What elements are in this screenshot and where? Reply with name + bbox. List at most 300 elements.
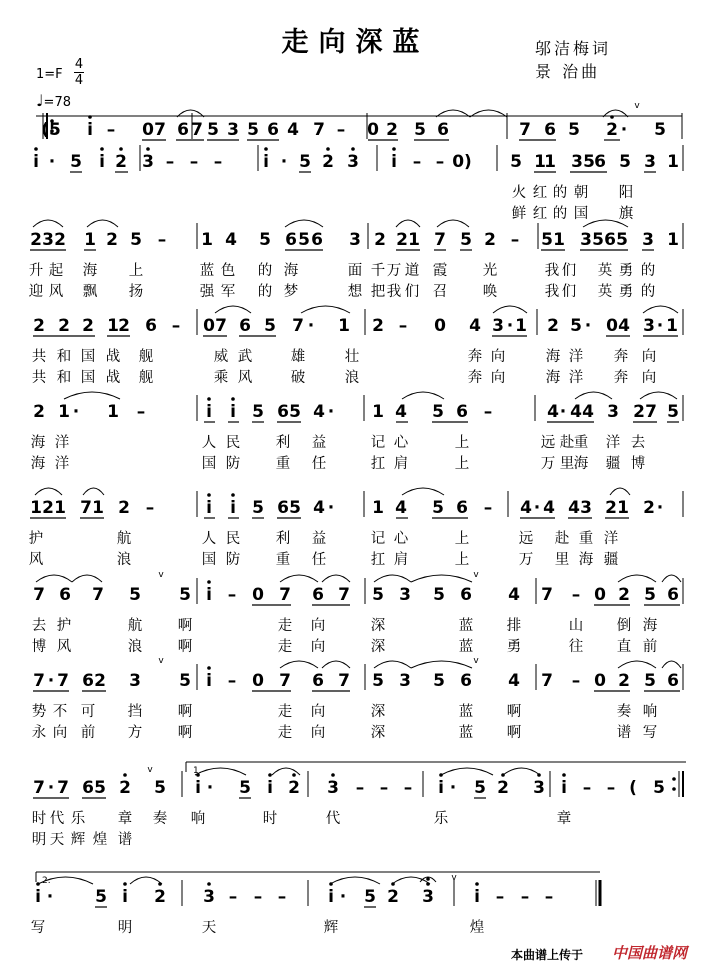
note: – [213,152,223,172]
note: · [620,120,628,140]
note: – [483,402,493,422]
note: – [171,316,181,336]
lyric-verse1: 海 [283,263,299,279]
lyric-verse2: 军 [220,284,236,300]
lyric-verse2: 博 [630,456,646,472]
lyric-verse2: 国 [201,552,217,568]
lyric-verse2: 写 [642,725,658,741]
lyric-verse1: 上 [454,435,470,451]
note: 3 [580,498,592,518]
slur [610,488,630,495]
note: 2 [33,402,45,422]
note: · [506,316,514,336]
lyric-verse1: 航 [116,531,132,547]
slur [87,220,118,227]
note: 5 [460,230,472,250]
note: 0 [594,585,606,605]
note: 5 [70,152,82,172]
note: 4 [508,671,520,691]
note: 0 [606,316,618,336]
note: 3 [422,887,434,907]
note: 5 [474,778,486,798]
lyric-verse1: 海 [82,263,98,279]
slur [130,877,162,884]
note: 4 [568,498,580,518]
note: 5 [619,152,631,172]
note: i [230,402,236,422]
note: 7 [292,316,304,336]
lyric-verse2: 强 [199,284,215,300]
note: 3 [142,152,154,172]
note: 4 [395,402,407,422]
slur [662,661,681,668]
note: 3 [571,152,583,172]
note: · [46,887,54,907]
note: – [227,671,237,691]
lyric-verse2: 向 [310,639,326,655]
lyric-verse1: 阳 [618,185,634,201]
note: 4 [469,316,481,336]
note: – [253,887,263,907]
octave-dot [207,666,211,670]
note: 5 [289,498,301,518]
lyric-verse2: 任 [311,456,327,472]
lyric-verse2: 风 [48,284,64,300]
note: 7 [215,316,227,336]
note: 5 [432,402,444,422]
note: 1 [667,152,679,172]
note: 7 [57,671,69,691]
lyric-verse2: 国 [80,370,96,386]
slur [322,661,350,668]
lyric-verse1: 倒 [616,618,632,634]
lyric-verse1: 可 [80,704,96,720]
lyric-verse2: 前 [80,725,96,741]
note: 2 [396,230,408,250]
lyric-verse2: 上 [454,552,470,568]
note: 2 [118,316,130,336]
note: 2 [42,498,54,518]
lyric-verse2: 的 [257,284,273,300]
note: · [280,152,288,172]
note: 6 [312,585,324,605]
lyric-verse2: 浪 [344,370,360,386]
lyric-verse2: 谱 [117,832,133,848]
note: 5 [179,585,191,605]
lyric-verse1: 乐 [433,811,449,827]
lyric-verse2: 防 [225,552,241,568]
note: 3 [533,778,545,798]
note: i [267,778,273,798]
note: 7 [313,120,325,140]
note: 6 [277,498,289,518]
lyric-verse1: 洋 [605,435,621,451]
octave-dot [123,773,127,777]
lyric-verse1: 向 [490,349,506,365]
lyric-verse2: 红 [532,206,548,222]
note: 3 [227,120,239,140]
lyric-verse2: 深 [370,639,386,655]
lyric-verse2: 永 [31,725,47,741]
lyric-verse1: 向 [310,618,326,634]
note: i [122,887,128,907]
note: ( [629,778,637,798]
note: 5 [264,316,276,336]
note: 3 [607,402,619,422]
note: i [206,671,212,691]
note: 2 [633,402,645,422]
note: 6 [456,498,468,518]
note: 6 [667,585,679,605]
lyric-verse1: 乐 [70,811,86,827]
note: 0 [252,671,264,691]
note: 2 [547,316,559,336]
breath-mark: v [473,570,479,580]
lyric-verse1: 远 [518,531,534,547]
slur [437,220,469,227]
note: 6 [239,316,251,336]
tempo-value: =78 [43,95,71,110]
note: 2 [322,152,334,172]
lyric-verse2: 奔 [467,370,483,386]
note: 1 [58,402,70,422]
note: 6 [604,230,616,250]
quarter-note-icon: ♩ [36,91,44,110]
lyric-verse1: 光 [482,263,498,279]
note: 7 [434,230,446,250]
octave-dot [119,147,123,151]
note: 5 [541,230,553,250]
octave-dot [88,115,92,119]
note: 4 [313,498,325,518]
octave-dot [207,580,211,584]
lyric-verse2: 博 [31,639,47,655]
note: · [656,316,664,336]
lyric-verse2: 把 [370,284,386,300]
lyric-verse1: 民 [225,435,241,451]
lyric-verse1: 霞 [432,263,448,279]
time-top: 4 [74,57,84,72]
note: 1 [667,230,679,250]
note: 3 [644,152,656,172]
note: 2 [30,230,42,250]
lyric-verse2: 前 [642,639,658,655]
note: 5 [667,402,679,422]
note: – [510,230,520,250]
note: – [520,887,530,907]
lyric-verse2: 扛 [370,456,386,472]
note: 5 [179,671,191,691]
lyric-verse2: 啊 [506,725,522,741]
note: · [47,671,55,691]
octave-dot [207,493,211,497]
lyric-verse2: 奔 [613,370,629,386]
note: 5 [433,671,445,691]
lyric-verse1: 走 [277,704,293,720]
note: 7 [645,402,657,422]
slur [575,392,612,399]
note: 2 [119,778,131,798]
note: · [307,316,315,336]
octave-dot [100,147,104,151]
slur [618,661,656,668]
note: 2 [605,498,617,518]
lyric-verse2: 深 [370,725,386,741]
note: – [165,152,175,172]
lyric-verse2: 向 [310,725,326,741]
lyric-verse1: 色 [220,263,236,279]
note: 3 [642,230,654,250]
note: 2 [154,887,166,907]
lyric-verse1: 章 [556,811,572,827]
lyric-verse2: 天 [49,832,65,848]
note: – [355,778,365,798]
note: 5 [653,778,665,798]
slur [662,575,681,582]
note: 2 [372,316,384,336]
lyric-verse1: 响 [190,811,206,827]
note: 4 [582,402,594,422]
note: 7 [279,585,291,605]
lyric-verse2: 海 [573,456,589,472]
note: 0 [434,316,446,336]
lyric-verse1: 蓝 [458,704,474,720]
slur [301,306,350,313]
octave-dot [146,147,150,151]
note: 4 [395,498,407,518]
lyric-verse1: 勇 [618,263,634,279]
lyric-verse1: 利 [275,531,291,547]
note: – [571,585,581,605]
note: – [544,887,554,907]
octave-dot [331,773,335,777]
note: – [277,887,287,907]
lyric-verse2: 海 [578,552,594,568]
lyric-verse2: 鲜 [511,206,527,222]
slur [215,306,251,313]
lyric-verse2: 勇 [506,639,522,655]
note: 3 [492,316,504,336]
lyric-verse2: 们 [404,284,420,300]
note: 6 [312,671,324,691]
lyric-verse2: 向 [52,725,68,741]
slur [493,306,527,313]
lyric-verse1: 道 [404,263,420,279]
lyric-verse2: 和 [56,370,72,386]
note: 7 [338,585,350,605]
lyric-verse2: 海 [30,456,46,472]
note: i [206,498,212,518]
lyric-verse1: 走 [277,618,293,634]
note: – [106,120,116,140]
octave-dot [268,773,272,777]
note: 3 [580,230,592,250]
octave-dot [292,773,296,777]
note: – [157,230,167,250]
note: · [48,152,56,172]
note: i [195,778,201,798]
note: 5 [654,120,666,140]
note: i [438,778,444,798]
lyric-verse2: 勇 [618,284,634,300]
slur [411,661,472,668]
note: 6 [594,152,606,172]
note: 4 [508,585,520,605]
lyric-verse1: 海 [642,618,658,634]
lyric-verse1: 写 [30,920,46,936]
note: i [474,887,480,907]
note: 6 [82,778,94,798]
slur [36,575,72,582]
lyric-verse1: 去 [31,618,47,634]
note: 2 [54,230,66,250]
octave-dot [207,882,211,886]
note: 5 [644,585,656,605]
note: 6 [82,671,94,691]
note: 5 [129,585,141,605]
note: – [227,585,237,605]
note: 7 [33,585,45,605]
note: 2 [106,230,118,250]
note: 1 [617,498,629,518]
slur [402,392,444,399]
lyric-verse2: 破 [290,370,306,386]
note: – [412,152,422,172]
note: 4 [313,402,325,422]
note: 7 [80,498,92,518]
note: 3 [347,152,359,172]
note: i [391,152,397,172]
lyric-verse2: 谱 [616,725,632,741]
note: 4 [287,120,299,140]
note: 2 [618,585,630,605]
note: 5 [414,120,426,140]
slur [322,575,350,582]
lyric-verse1: 洋 [603,531,619,547]
volta-1-label: 1. [193,766,202,776]
lyric-verse2: 辉 [70,832,86,848]
lyric-verse1: 向 [310,704,326,720]
lyric-verse2: 的 [552,206,568,222]
lyric-verse2: 浪 [116,552,132,568]
slur [72,575,102,582]
note: 2 [484,230,496,250]
lyric-verse2: 向 [641,370,657,386]
lyric-verse1: 远 [540,435,556,451]
note: 5 [207,120,219,140]
note: 2 [387,887,399,907]
note: 6 [456,402,468,422]
octave-dot [392,147,396,151]
lyric-verse1: 万 [386,263,402,279]
note: 1 [515,316,527,336]
lyric-verse2: 梦 [283,284,299,300]
note: i [328,887,334,907]
note: – [189,152,199,172]
octave-dot [351,147,355,151]
lyric-verse1: 战 [105,349,121,365]
lyric-verse1: 蓝 [458,618,474,634]
note: 2 [606,120,618,140]
lyric-verse1: 的 [257,263,273,279]
note: 7 [33,671,45,691]
repeat-dot [672,777,676,781]
lyric-verse2: 直 [616,639,632,655]
lyric-verse1: 深 [370,704,386,720]
lyric-verse2: 里 [554,552,570,568]
lyric-verse1: 千 [370,263,386,279]
lyric-verse1: 深 [370,618,386,634]
note: 7 [33,778,45,798]
lyric-verse1: 煌 [469,920,485,936]
note: 3 [203,887,215,907]
lyric-verse1: 重 [573,435,589,451]
note: 5 [247,120,259,140]
lyric-verse2: 共 [31,370,47,386]
lyric-verse2: 走 [277,725,293,741]
lyric-verse1: 记 [370,531,386,547]
note: 2 [643,498,655,518]
lyric-verse1: 的 [640,263,656,279]
lyric-verse1: 重 [578,531,594,547]
lyric-verse2: 上 [454,456,470,472]
lyric-verse2: 旗 [618,206,634,222]
note: 1 [544,152,556,172]
lyric-verse2: 国 [201,456,217,472]
note: i [33,152,39,172]
note: 5 [289,402,301,422]
note: 3 [399,585,411,605]
lyric-verse2: 召 [432,284,448,300]
lyric-verse1: 舰 [138,349,154,365]
note: 2 [497,778,509,798]
note: i [206,585,212,605]
note: 1 [30,498,42,518]
octave-dot [34,147,38,151]
note: 1 [201,230,213,250]
octave-dot [562,773,566,777]
lyric-verse1: 代 [49,811,65,827]
repeat-dot [672,787,676,791]
lyric-verse1: 壮 [344,349,360,365]
note: 5 [570,316,582,336]
slur [374,661,411,668]
note: · [206,778,214,798]
lyric-verse1: 海 [545,349,561,365]
lyric-verse1: 朝 [573,185,589,201]
lyric-verse2: 疆 [605,456,621,472]
fermata-dot [426,877,430,881]
note: 6 [59,585,71,605]
lyric-verse2: 想 [347,284,363,300]
lyric-verse2: 扛 [370,552,386,568]
note: 1 [107,316,119,336]
lyric-verse2: 啊 [177,725,193,741]
slur [396,220,420,227]
lyric-verse1: 雄 [290,349,306,365]
lyric-verse2: 疆 [603,552,619,568]
lyricist-credit: 邬洁梅词 [535,39,612,58]
note: 5 [252,498,264,518]
note: – [403,778,413,798]
lyric-verse2: 蓝 [458,639,474,655]
slur [441,768,493,775]
lyric-verse1: 记 [370,435,386,451]
lyric-verse2: 防 [225,456,241,472]
slur [280,661,318,668]
slur [402,488,444,495]
note: 1 [84,230,96,250]
